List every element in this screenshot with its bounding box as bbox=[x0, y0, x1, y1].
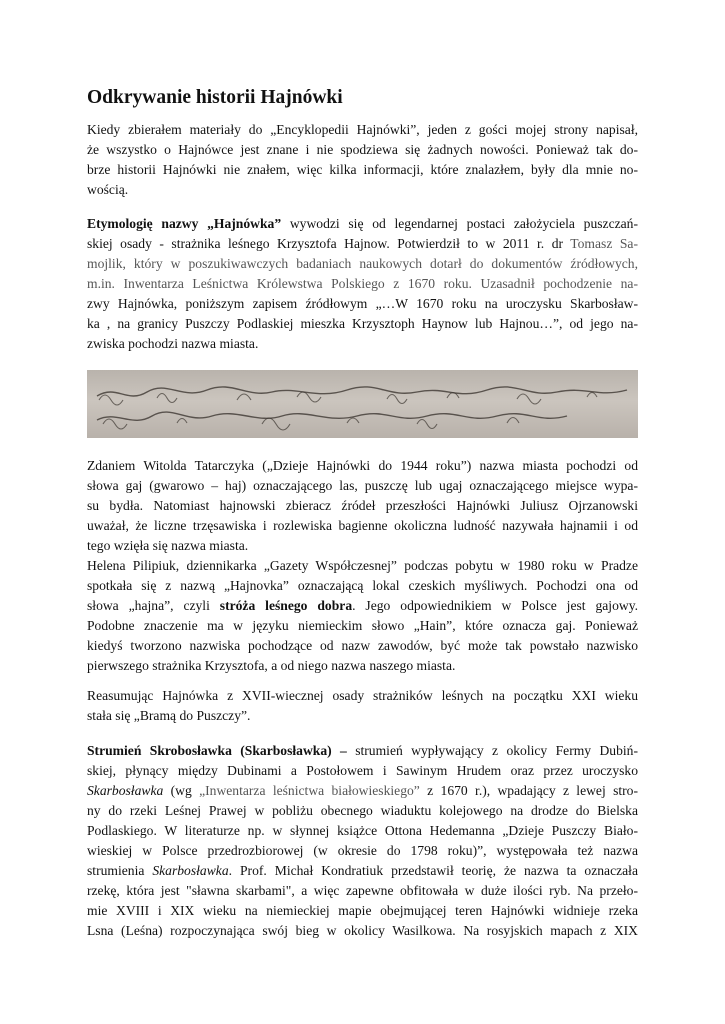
text-line: Helena Pilipiuk, dziennikarka „Gazety Współczesnej” podczas pobytu w 1980 roku w Pradze bbox=[87, 558, 638, 573]
text-line: tego wzięła się nazwa miasta. bbox=[87, 538, 249, 553]
text-line: brze historii Hajnówki nie znałem, więc kilka informacji, które znalazłem, były dla mnie no- bbox=[87, 162, 638, 177]
text-line: że wszystko o Hajnówce jest znane i nie spodziewa się żadnych nowości. Ponieważ tak do- bbox=[87, 142, 638, 157]
text-line: zwy Hajnówka, poniższym zapisem źródłowym „…W 1670 roku na uroczysku Skarbosław- bbox=[87, 296, 638, 311]
text-span-gray: „Inwentarza leśnictwa białowieskiego” bbox=[199, 783, 420, 798]
text-line: pierwszego strażnika Krzysztofa, a od niego nazwa naszego miasta. bbox=[87, 658, 456, 673]
text-span: . Jego odpowiednikiem w Polsce jest gajowy. bbox=[352, 598, 639, 613]
text-line: Zdaniem Witolda Tatarczyka („Dzieje Hajnówki do 1944 roku”) nazwa miasta pochodzi od bbox=[87, 458, 638, 473]
italic-term: Skarbosławka bbox=[87, 783, 164, 798]
text-line bbox=[87, 781, 638, 801]
text-line bbox=[87, 596, 638, 616]
text-line bbox=[87, 234, 638, 254]
page-title: Odkrywanie historii Hajnówki bbox=[87, 87, 343, 108]
text-line: spotkała się z nazwą „Hajnovka” oznaczającą lokal czeskich myśliwych. Pochodzi ona od bbox=[87, 578, 638, 593]
text-span: skiej osady - strażnika leśnego Krzysztofa Hajnow. Potwierdził to w 2011 r. dr bbox=[87, 236, 564, 251]
text-line: wieskiej w Polsce przedrozbiorowej (w okresie do 1798 roku)”, występowała też nazwa bbox=[87, 843, 638, 858]
text-line: słowa gaj (gwarowo – haj) oznaczającego las, puszczę lub ugaj oznaczającego miejsce wypa- bbox=[87, 478, 638, 493]
text-line: Reasumując Hajnówka z XVII-wiecznej osady strażników leśnych na początku XXI wieku bbox=[87, 688, 638, 703]
manuscript-script bbox=[87, 370, 638, 438]
tatarczyk-paragraph bbox=[87, 456, 638, 556]
text-line: kiedyś tworzono nazwiska pochodzące od nazw zawodów, być może tak powstało nazwisko bbox=[87, 638, 638, 653]
pilipiuk-paragraph bbox=[87, 556, 638, 676]
text-line: skiej, płynący między Dubinami a Postołowem i Sawinym Hrudem oraz przez uroczysko bbox=[87, 763, 638, 778]
strumien-lead: Strumień Skrobosławka (Skarbosławka) – bbox=[87, 743, 347, 758]
text-line: ka , na granicy Puszczy Podlaskiej mieszka Krzysztoph Haynow lub Hajnou…”, od jego na- bbox=[87, 316, 638, 331]
text-line: Kiedy zbierałem materiały do „Encyklopedii Hajnówki”, jeden z gości mojej strony napisał, bbox=[87, 122, 638, 137]
intro-paragraph bbox=[87, 120, 638, 200]
text-line: mie XVIII i XIX wieku na niemieckiej mapie obejmującej teren Hajnówki widnieje rzeka bbox=[87, 903, 638, 918]
etymology-paragraph bbox=[87, 214, 638, 354]
text-line: stała się „Bramą do Puszczy”. bbox=[87, 708, 251, 723]
text-line: wością. bbox=[87, 182, 129, 197]
text-line: ny do rzeki Leśnej Prawej w pobliżu obecnego wiaduktu kolejowego na drodze do Bielska bbox=[87, 803, 638, 818]
text-span: strumień wypływający z okolicy Fermy Dubiń- bbox=[346, 743, 638, 758]
etymology-lead: Etymologię nazwy „Hajnówka” bbox=[87, 216, 282, 231]
strumien-paragraph bbox=[87, 741, 638, 941]
text-line bbox=[87, 741, 638, 761]
text-span: słowa „hajna”, czyli bbox=[87, 598, 220, 613]
text-line: su bydła. Natomiast hajnowski zbieracz źródeł przeszłości Hajnówki Juliusz Ojrzanowski bbox=[87, 498, 638, 513]
text-span-gray: Tomasz Sa- bbox=[563, 236, 638, 251]
text-line: rzekę, która jest "sławna skarbami", a więc zapewne obfitowała w duże ilości ryb. Na przeło- bbox=[87, 883, 638, 898]
manuscript-image bbox=[87, 370, 638, 438]
text-line bbox=[87, 861, 638, 881]
text-line: Lsna (Leśna) rozpoczynająca swój bieg w okolicy Wasilkowa. Na rosyjskich mapach z XIX bbox=[87, 923, 638, 938]
text-line: uważał, że liczne trzęsawiska i rozlewiska bagienne okoliczna ludność nazywała hajnamii i od bbox=[87, 518, 638, 533]
italic-term: Skarbosławka bbox=[152, 863, 229, 878]
text-line: zwiska pochodzi nazwa miasta. bbox=[87, 336, 259, 351]
summary-paragraph bbox=[87, 686, 638, 726]
text-span: wywodzi się od legendarnej postaci założyciela puszczań- bbox=[281, 216, 638, 231]
text-line: Podlaskiego. W literaturze np. w słynnej książce Ottona Hedemanna „Dzieje Puszczy Biało- bbox=[87, 823, 638, 838]
text-line: Podobne znaczenie ma w języku niemieckim słowo „Hain”, które oznacza gaj. Ponieważ bbox=[87, 618, 638, 633]
text-span: . Prof. Michał Kondratiuk przedstawił teorię, że nazwa ta oznaczała bbox=[228, 863, 638, 878]
text-span: strumienia bbox=[87, 863, 153, 878]
text-line: m.in. Inwentarza Leśnictwa Królewstwa Polskiego z 1670 roku. Uzasadnił pochodzenie na- bbox=[87, 276, 638, 291]
bold-phrase: stróża leśnego dobra bbox=[219, 598, 353, 613]
text-span: z 1670 r.), wpadający z lewej stro- bbox=[419, 783, 638, 798]
text-span: (wg bbox=[163, 783, 200, 798]
text-line bbox=[87, 214, 638, 234]
text-line: mojlik, który w poszukiwawczych badaniach naukowych dotarł do dokumentów źródłowych, bbox=[87, 256, 638, 271]
